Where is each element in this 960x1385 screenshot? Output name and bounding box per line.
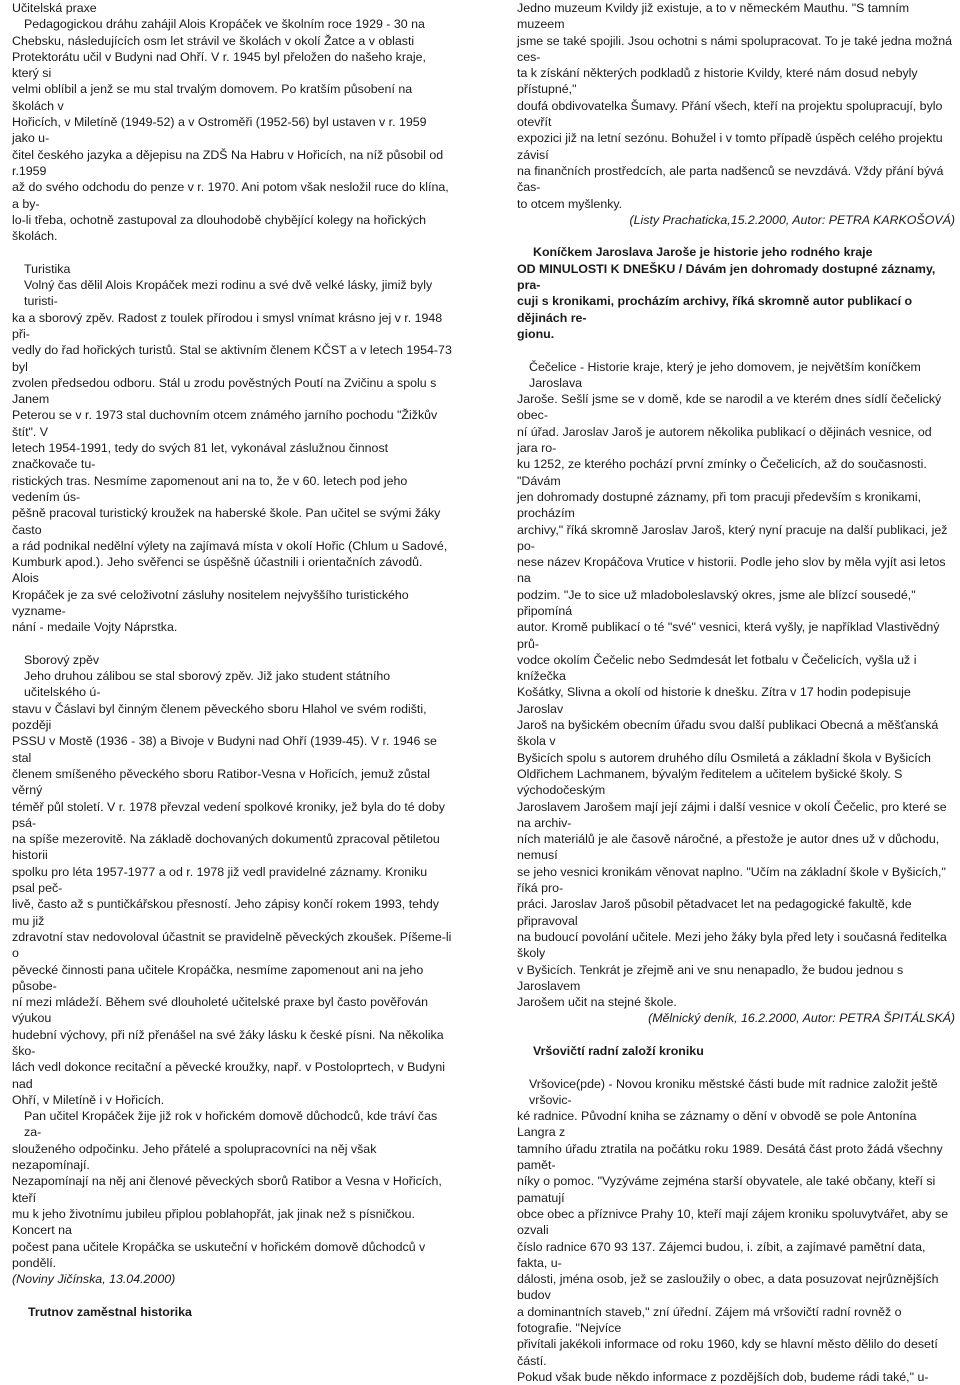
article-heading-trutnov: Trutnov zaměstnal historika [28,1304,192,1319]
text-line: ku 1252, ze kterého pochází první zmínky o Čečelicích, až do současnosti. "Dávám [517,457,927,488]
text-line: Volný čas dělil Alois Kropáček mezi rodinu a své dvě velké lásky, jimiž byly turisti- [24,278,433,309]
text-line: Pokud však bude někdo informace z pozdějších dob, budeme rádi také," u- [517,1369,929,1384]
text-line: Jedno muzeum Kvildy již existuje, a to v německém Mauthu. "S tamním muzeem [517,1,910,32]
text-line: ní úřad. Jaroslav Jaroš je autorem několika publikací o dějinách vesnice, od jara ro- [517,424,932,456]
text-line: slouženého odpočinku. Jeho přátelé a spolupracovníci na něj však nezapomínají. [12,1141,377,1173]
text-line: to otcem myšlenky. [517,196,623,211]
konicek-paragraph [517,359,955,1011]
section-title-turistika: Turistika [24,261,71,276]
section-title-praxe: Učitelská praxe [12,1,97,15]
text-line: ta k získání některých podkladů z historie Kvildy, které nám dosud nebyly přístupné," [517,66,918,97]
text-line: Nezapomínají na něj ani členové pěveckých sborů Ratibor a Vesna v Hořicích, kteří [12,1174,442,1205]
intro-paragraph [517,0,955,212]
text-line: ka a sborový zpěv. Radost z toulek přírodou i smysl vnímat krásno jej v r. 1948 při- [12,310,443,341]
text-line: a dominantních staveb," zní úřední. Zájem má vršovičtí radní rovněž o fotografie. "Nejvíce [517,1304,902,1336]
heading-line: gionu. [517,326,555,341]
text-line: a rád podnikal nedělní výlety na zajímavá místa v okolí Hořic (Chlum u Sadové, [12,538,448,553]
text-line: Chebsku, následujících osm let strávil ve školách v okolí Žatce a v oblasti [12,33,415,48]
text-line: Protektorátu učil v Budyni nad Ohří. V r. 1945 byl přeložen do našeho kraje, který si [12,49,426,81]
text-line: expozici již na letní sezónu. Bohužel i v tomto případě úspěch celého projektu závisí [517,131,943,162]
text-line: práci. Jaroslav Jaroš působil pětadvacet let na pedagogické fakultě, kde připravoval [517,897,912,928]
text-line: v Byšicích. Tenkrát je zřejmě ani ve snu nenapadlo, že budou jednou s Jaroslavem [517,962,904,993]
text-line: Pan učitel Kropáček žije již rok v hořickém domově důchodců, kde tráví čas za- [24,1109,438,1140]
heading-line: OD MINULOSTI K DNEŠKU / Dávám jen dohromady dostupné záznamy, pra- [517,261,936,293]
text-line: mu k jeho životnímu jubileu připlou poblahopřát, jak jinak než s písničkou. Koncert na [12,1206,415,1238]
spacer [517,342,955,358]
spacer [12,1287,452,1303]
text-line: jen dohromady dostupné záznamy, při tom pracuji především s kronikami, procházím [517,489,922,521]
text-line: členem smíšeného pěveckého sboru Ratibor-Vesna v Hořicích, jemuž zůstal věrný [12,766,431,798]
text-line: přivítali jakékoli informace od roku 1960, kdy se hlavní město dělilo do desetí částí. [517,1337,938,1368]
text-line: Oldřichem Lachmanem, bývalým ředitelem a učitelem byšické školy. S východočeským [517,766,903,798]
text-line: Jeho druhou zálibou se stal sborový zpěv. Již jako student státního učitelského ú- [24,669,391,700]
text-line: letech 1954-1991, tedy do svých 81 let, vykonával záslužnou činnost značkovače tu- [12,441,389,472]
text-line: spolku pro léta 1957-1977 a od r. 1978 již vedl pravidelné záznamy. Kroniku psal peč- [12,864,428,896]
text-line: zdravotní stav nedovoloval účastnit se pravidelně pěveckých zkoušek. Píšeme-li o [12,929,452,961]
text-line: hudební výchovy, při níž přenášel na své žáky lásku k české písni. Na několika ško- [12,1027,444,1058]
text-line: nese název Kropáčova Vrutice v historii. Podle jeho slov by měla vyjít asi letos na [517,555,946,586]
text-line: na spíše mezerovitě. Na základě dochovaných dokumentů zpracoval pětiletou historii [12,832,440,863]
turistika-paragraph [12,277,452,636]
text-line: dálosti, jména osob, jež se zasloužily o obec, a data posuzovat nejrůznějších budov [517,1272,939,1303]
text-line: Ohří, v Miletíně i v Hořicích. [12,1092,165,1107]
section-title-zpev: Sborový zpěv [24,652,100,667]
zpev-signature: (Noviny Jičínska, 13.04.2000) [12,1272,176,1287]
text-line: Byšicích spolu s autorem druhého dílu Osmiletá a základní škola v Byšicích [517,750,931,765]
text-line: ristických tras. Nesmíme zapomenout ani na to, že v 60. letech pod jeho vedením ús- [12,473,408,504]
text-line: zvolen předsedou odboru. Stál u zrodu pověstných Poutí na Zvičinu a spolu s Janem [12,375,437,407]
text-line: Jarošem učit na stejné škole. [517,995,677,1010]
text-line: počest pana učitele Kropáčka se uskuteční v hořickém domově důchodců v pondělí. [12,1239,426,1270]
text-line: Jaroslavem Jarošem mají její zájmi i další vesnice v okolí Čečelic, pro které se na archiv- [517,799,947,830]
text-line: na budoucí povolání učitele. Mezi jeho žáky byla před lety i současná ředitelka školy [517,929,947,961]
text-line: na finančních prostředcích, ale parta nadšenců se nevzdává. Vždy přání bývá čas- [517,163,944,195]
text-line: PSSU v Mostě (1936 - 38) a Bivoje v Budyni nad Ohří (1939-45). V r. 1946 se stal [12,734,437,765]
text-line: číslo radnice 670 93 137. Zájemci budou, i. zíbit, a zajímavé pamětní data, fakta, u- [517,1239,926,1270]
text-line: ní mezi mládeží. Během své dlouholeté učitelské praxe byl často pověřován výukou [12,995,428,1026]
spacer [517,228,955,244]
text-line: lách vedl dokonce recitační a pěvecké kroužky, např. v Postoloprtech, v Budyni nad [12,1060,445,1091]
spacer [517,1027,955,1043]
text-line: vedly do řad hořických turistů. Stal se aktivním členem KČST a v letech 1954-73 byl [12,343,452,374]
text-line: Jaroše. Sešlí jsme se v domě, kde se narodil a ve kterém dnes sídlí čečelický obec- [517,392,942,423]
text-line: níky o pomoc. "Vyzýváme zejména starší obyvatele, ale také občany, kteří si pamatují [517,1174,936,1205]
left-column [12,0,452,1320]
text-line: vodce okolím Čečelic nebo Sedmdesát let fotbalu v Čečelicích, vyšla už i knížečka [517,652,917,684]
text-line: pěšně pracoval turistický kroužek na haberské škole. Pan učitel se svými žáky často [12,506,441,537]
text-line: se jeho vesnici kronikám věnovat naplno. "Učím na základní škole v Byšicích," říká pro- [517,864,946,896]
article-heading-vrsovice: Vršovičtí radní založí kroniku [533,1044,704,1058]
text-line: stavu v Čáslavi byl činným členem pěveckého sboru Hlahol ve svém rodišti, později [12,701,427,733]
spacer [12,636,452,652]
text-line: autor. Kromě publikací o té "své" vesnici, která vyšly, je například Vlastivědný prů- [517,620,940,651]
text-line: pěvecké činnosti pana učitele Kropáčka, nesmíme zapomenout ani na jeho působe- [12,962,424,993]
right-column [517,0,955,1385]
spacer [517,1059,955,1075]
spacer [12,244,452,260]
text-line: tamního úřadu ztratila na počátku roku 1989. Desátá část proto žádá všechny pamět- [517,1141,943,1173]
text-line: podzim. "Je to sice už mladoboleslavský okres, jsme ale blízcí sousedé," připomíná [517,587,916,618]
text-line: Hořicích, v Miletíně (1949-52) a v Ostroměři (1952-56) byl ustaven v r. 1959 jako u- [12,115,427,146]
text-line: čitel českého jazyka a dějepisu na ZDŠ Na Habru v Hořicích, na níž působil od r.1959 [12,147,444,178]
praxe-paragraph [12,16,452,244]
text-line: jsme se také spojili. Jsou ochotni s námi spolupracovat. To je také jedna možná ces- [517,33,953,64]
text-line: téměř půl století. V r. 1978 převzal vedení spolkové kroniky, jež byla do té doby psá- [12,799,445,830]
text-line: velmi oblíbil a jenž se mu stal trvalým domovem. Po kratším působení na školách v [12,82,413,113]
text-line: ních materiálů je ale časově náročné, a přestože je autor dnes už v důchodu, nemusí [517,832,940,863]
text-line: Vršovice(pde) - Novou kroniku městské části bude mít radnice založit ještě vršovic- [529,1076,938,1107]
text-line: lo-li třeba, ochotně zastupoval za dlouhodobě chybějící kolegy na hořických školách. [12,212,426,244]
article-heading-konicek [517,244,955,342]
text-line: ké radnice. Původní kniha se záznamy o dění v obvodě se pole Antonína Langra z [517,1109,917,1140]
heading-line: Koníčkem Jaroslava Jaroše je historie jeho rodného kraje [533,245,873,260]
text-line: Peterou se v r. 1973 stal duchovním otcem známého jarního pochodu "Žižkův štít". V [12,408,438,439]
text-line: Kumburk apod.). Jeho svěřenci se úspěšně účastnili i orientačních závodů. Alois [12,555,423,586]
text-line: Košátky, Slivna a okolí od historie k dnešku. Zítra v 17 hodin podepisuje Jaroslav [517,685,911,716]
text-line: Pedagogickou dráhu zahájil Alois Kropáček ve školním roce 1929 - 30 na [24,17,425,32]
konicek-signature: (Mělnický deník, 16.2.2000, Autor: PETRA ŠPITÁLSKÁ) [648,1011,955,1026]
text-line: archivy," říká skromně Jaroslav Jaroš, který nyní pracuje na další publikaci, jež po- [517,522,948,553]
text-line: livě, často až s puntičkářskou přesností. Jeho zápisy končí rokem 1993, tehdy mu již [12,897,440,928]
text-line: Čečelice - Historie kraje, který je jeho domovem, je největším koníčkem Jaroslava [529,359,921,390]
text-line: Kropáček je za své celoživotní zásluhy nositelem nejvyššího turistického vyzname- [12,587,409,618]
zpev-paragraph [12,668,452,1271]
vrsovice-paragraph [517,1076,955,1385]
text-line: obce obec a příznivce Prahy 10, kteří mají zájem kroniku spoluvytvářet, aby se ozvali [517,1206,949,1238]
text-line: doufá obdivovatelka Šumavy. Přání všech, kteří na projektu spolupracují, bylo otevřít [517,98,943,130]
text-line: až do svého odchodu do penze v r. 1970. Ani potom však nesložil ruce do klína, a by- [12,180,449,211]
intro-signature: (Listy Prachaticka,15.2.2000, Autor: PETRA KARKOŠOVÁ) [629,212,955,227]
heading-line: cuji s kronikami, procházím archivy, říká skromně autor publikací o dějinách re- [517,294,913,325]
text-line: Jaroš na byšickém obecním úřadu svou další publikaci Obecná a měšťanská škola v [517,718,939,749]
text-line: nání - medaile Vojty Náprstka. [12,620,178,635]
